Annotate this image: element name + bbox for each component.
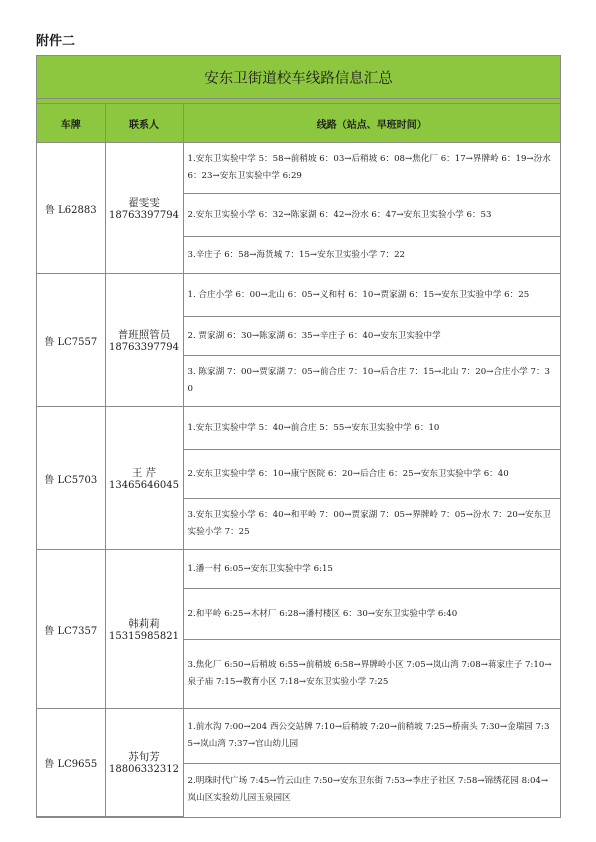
route-cell: 1.安东卫实验中学 5：58→前稍坡 6：03→后稍坡 6：08→焦化厂 6：17→界牌岭 6：19→汾水 6：23→安东卫实验中学 6:29 — [183, 143, 560, 194]
route-cell: 3.辛庄子 6：58→海货城 7：15→安东卫实验小学 7：22 — [183, 237, 560, 274]
plate-cell: 鲁 LC9655 — [37, 709, 105, 817]
contact-cell — [105, 709, 183, 817]
route-cell: 1.潘一村 6:05→安东卫实验中学 6:15 — [183, 550, 560, 589]
table-row — [37, 709, 560, 764]
plate-cell: 鲁 L62883 — [37, 143, 105, 274]
annex-label: 附件二 — [36, 34, 76, 49]
table-row — [37, 143, 560, 194]
route-cell: 3. 陈家湖 7：00→贾家湖 7：05→前合庄 7：10→后合庄 7：15→北山 7：20→合庄小学 7：30 — [183, 356, 560, 407]
route-cell: 3.焦化厂 6:50→后稍坡 6:55→前稍坡 6:58→界牌岭小区 7:05→岚山湾 7:08→蒋家庄子 7:10→泉子庙 7:15→教育小区 7:18→安东卫实验小学 7:25 — [183, 640, 560, 709]
route-cell: 2.和平岭 6:25→木材厂 6:28→潘村楼区 6：30→安东卫实验中学 6:40 — [183, 589, 560, 640]
route-cell: 1. 合庄小学 6：00→北山 6：05→义和村 6：10→贾家湖 6：15→安东卫实验中学 6：25 — [183, 274, 560, 317]
plate-cell: 鲁 LC7357 — [37, 550, 105, 709]
contact-phone: 18763397794 — [109, 210, 179, 221]
route-table — [37, 104, 560, 817]
plate-cell: 鲁 LC5703 — [37, 407, 105, 550]
route-cell: 2. 贾家湖 6：30→陈家湖 6：35→辛庄子 6：40→安东卫实验中学 — [183, 317, 560, 356]
route-cell: 2.安东卫实验中学 6：10→康宁医院 6：20→后合庄 6：25→安东卫实验中学 6：40 — [183, 450, 560, 499]
plate-cell: 鲁 LC7557 — [37, 274, 105, 407]
contact-phone: 15315985821 — [109, 631, 179, 642]
contact-cell — [105, 407, 183, 550]
contact-name: 翟雯雯 — [128, 197, 160, 209]
contact-phone: 18763397794 — [109, 342, 179, 353]
route-summary-sheet — [36, 55, 561, 818]
route-cell: 2.安东卫实验小学 6：32→陈家湖 6：42→汾水 6：47→安东卫实验小学 6：53 — [183, 194, 560, 237]
contact-phone: 18806332312 — [109, 764, 179, 776]
route-cell: 3.安东卫实验小学 6：40→和平岭 7：00→贾家湖 7：05→界牌岭 7：05→汾水 7：20→安东卫实验小学 7：25 — [183, 499, 560, 550]
contact-cell — [105, 274, 183, 407]
header-contact: 联系人 — [105, 104, 183, 143]
contact-name: 韩莉莉 — [128, 618, 160, 630]
table-row — [37, 274, 560, 317]
table-row — [37, 550, 560, 589]
header-plate: 车牌 — [37, 104, 105, 143]
table-row — [37, 407, 560, 450]
header-row — [37, 104, 560, 143]
header-route: 线路（站点、早班时间） — [183, 104, 560, 143]
contact-phone: 13465646045 — [109, 480, 179, 491]
route-cell: 1.安东卫实验中学 5：40→前合庄 5：55→安东卫实验中学 6：10 — [183, 407, 560, 450]
contact-cell — [105, 143, 183, 274]
route-cell: 1.前水沟 7:00→204 西公交站牌 7:10→后稍坡 7:20→前稍坡 7:25→桥南头 7:30→金瑞园 7:35→岚山湾 7:37→官山幼儿园 — [183, 709, 560, 764]
contact-name: 苏旬芳 — [128, 751, 160, 764]
contact-name: 王 芹 — [131, 467, 157, 479]
table-title: 安东卫街道校车线路信息汇总 — [37, 56, 560, 99]
contact-name: 普班照管员 — [117, 329, 171, 341]
contact-cell — [105, 550, 183, 709]
route-cell: 2.明珠时代广场 7:45→竹云山庄 7:50→安东卫东街 7:53→李庄子社区 7:58→锦绣花园 8:04→岚山区实验幼儿园玉泉园区 — [183, 764, 560, 817]
